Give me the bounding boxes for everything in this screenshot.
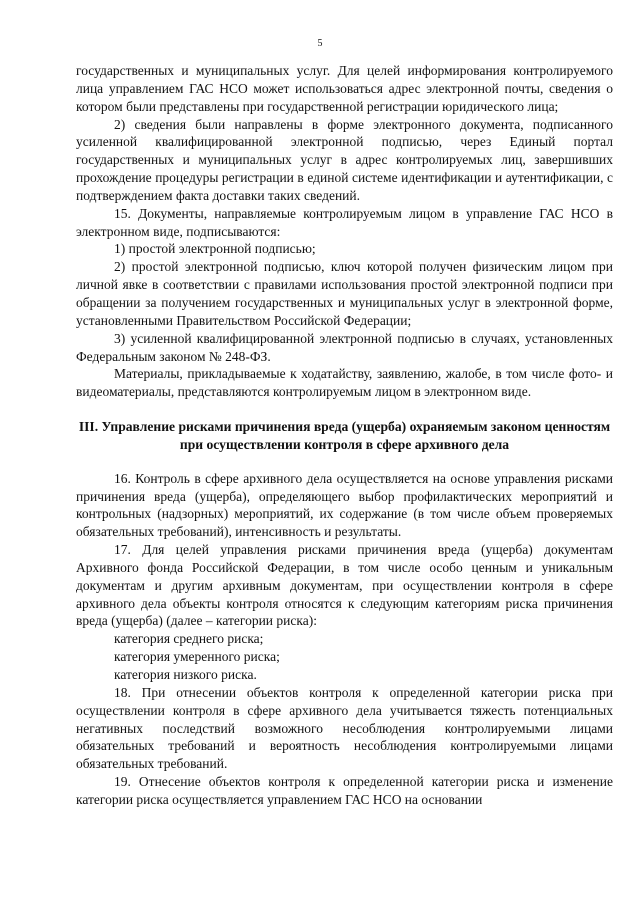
paragraph: государственных и муниципальных услуг. Для целей информирования контролируемого лица управлением ГАС НСО может использоваться адрес электронной почты, сведения о котором были представлены при государственной регистрации юридического лица; xyxy=(76,63,613,114)
paragraph: 19. Отнесение объектов контроля к определенной категории риска и изменение категории риска осуществляется управлением ГАС НСО на основании xyxy=(76,774,613,807)
paragraph: 18. При отнесении объектов контроля к определенной категории риска при осуществлении контроля в сфере архивного дела учитывается тяжесть потенциальных негативных последствий возможного несоблюдения контролируемыми лицами обязательных требований и вероятность несоблюдения контролируемыми лицами обязательных требований. xyxy=(76,684,613,772)
page-number: 5 xyxy=(317,38,323,49)
list-item: категория низкого риска. xyxy=(114,667,257,682)
paragraph: 2) сведения были направлены в форме электронного документа, подписанного усиленной квалифицированной электронной подписью, через Единый портал государственных и муниципальных услуг в адрес контролируемых лиц, завершивших прохождение процедуры регистрации в единой системе идентификации и аутентификации, с подтверждением факта доставки таких сведений. xyxy=(76,116,613,203)
list-item: категория умеренного риска; xyxy=(114,649,280,665)
paragraph: 15. Документы, направляемые контролируемым лицом в управление ГАС НСО в электронном виде, подписываются: xyxy=(76,205,613,239)
list-item: 2) простой электронной подписью, ключ которой получен физическим лицом при личной явке в соответствии с правилами использования простой электронной подписи при обращении за получением государственных и муниципальных услуг в электронной форме, установленными Правительством Российской Федерации; xyxy=(76,259,613,328)
document-body xyxy=(76,62,613,809)
paragraph: 16. Контроль в сфере архивного дела осуществляется на основе управления рисками причинения вреда (ущерба), определяющего выбор профилактических мероприятий и контрольных (надзорных) мероприятий, их содержание (в том числе объем проверяемых обязательных требований), интенсивность и результаты. xyxy=(76,470,613,540)
list-item: категория среднего риска; xyxy=(114,631,264,647)
list-item: 3) усиленной квалифицированной электронной подписью в случаях, установленных Федеральным законом № 248-ФЗ. xyxy=(76,330,613,364)
paragraph: Материалы, прикладываемые к ходатайству, заявлению, жалобе, в том числе фото- и видеоматериалы, представляются контролируемым лицом в электронном виде. xyxy=(76,366,613,400)
paragraph: 17. Для целей управления рисками причинения вреда (ущерба) документам Архивного фонда Российской Федерации, в том числе особо ценным и уникальным документам и другим архивным документам, при осуществлении контроля в сфере архивного дела объекты контроля относятся к следующим категориям риска причинения вреда (ущерба) (далее – категории риска): xyxy=(76,542,613,629)
list-item: 1) простой электронной подписью; xyxy=(114,241,316,257)
section-heading: III. Управление рисками причинения вреда (ущерба) охраняемым законом ценностям при осуществлении контроля в сфере архивного дела xyxy=(78,419,611,452)
